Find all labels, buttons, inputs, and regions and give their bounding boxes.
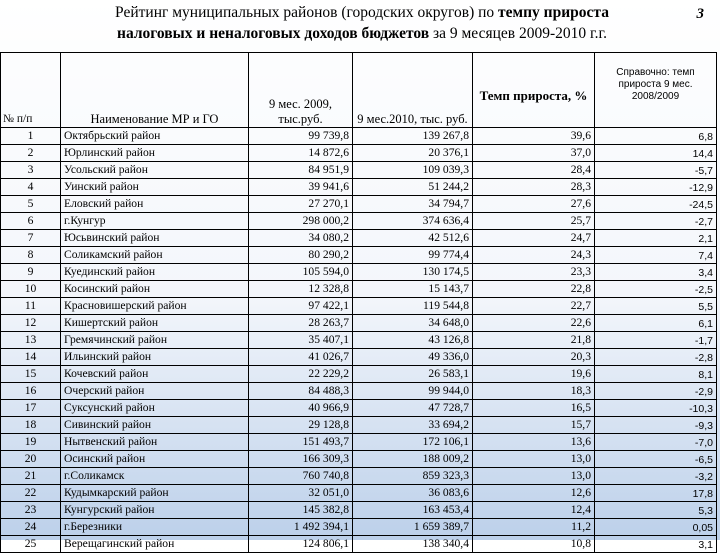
- cell-rate: 12,6: [473, 485, 595, 502]
- slide-title: [62, 2, 662, 44]
- cell-2009: 12 328,8: [249, 281, 353, 298]
- cell-rate: 18,3: [473, 383, 595, 400]
- cell-2009: 35 407,1: [249, 332, 353, 349]
- cell-reference: 0,05: [595, 519, 717, 536]
- cell-2010: 99 774,4: [353, 247, 473, 264]
- cell-rate: 24,7: [473, 230, 595, 247]
- cell-2009: 80 290,2: [249, 247, 353, 264]
- cell-2009: 28 263,7: [249, 315, 353, 332]
- cell-name: г.Березники: [61, 519, 249, 536]
- cell-name: Кочевский район: [61, 366, 249, 383]
- cell-num: 13: [1, 332, 61, 349]
- table-row: [1, 298, 717, 315]
- cell-rate: 28,3: [473, 179, 595, 196]
- cell-num: 20: [1, 451, 61, 468]
- table-row: [1, 247, 717, 264]
- cell-reference: -2,7: [595, 213, 717, 230]
- cell-name: Ильинский район: [61, 349, 249, 366]
- cell-num: 4: [1, 179, 61, 196]
- cell-rate: 37,0: [473, 145, 595, 162]
- cell-num: 19: [1, 434, 61, 451]
- cell-2009: 41 026,7: [249, 349, 353, 366]
- cell-num: 11: [1, 298, 61, 315]
- cell-name: Куединский район: [61, 264, 249, 281]
- cell-reference: -2,8: [595, 349, 717, 366]
- cell-2009: 27 270,1: [249, 196, 353, 213]
- cell-name: г.Кунгур: [61, 213, 249, 230]
- cell-name: Соликамский район: [61, 247, 249, 264]
- cell-num: 5: [1, 196, 61, 213]
- cell-rate: 22,8: [473, 281, 595, 298]
- cell-2009: 145 382,8: [249, 502, 353, 519]
- cell-reference: 6,1: [595, 315, 717, 332]
- cell-2010: 138 340,4: [353, 536, 473, 553]
- table-row: [1, 213, 717, 230]
- cell-reference: -2,9: [595, 383, 717, 400]
- cell-2009: 105 594,0: [249, 264, 353, 281]
- cell-name: Очерский район: [61, 383, 249, 400]
- cell-2009: 22 229,2: [249, 366, 353, 383]
- cell-2010: 15 143,7: [353, 281, 473, 298]
- cell-2010: 172 106,1: [353, 434, 473, 451]
- title-line1-bold: темпу прироста: [498, 4, 609, 21]
- table-row: [1, 434, 717, 451]
- cell-name: Усольский район: [61, 162, 249, 179]
- cell-name: Сивинский район: [61, 417, 249, 434]
- cell-rate: 11,2: [473, 519, 595, 536]
- cell-2009: 166 309,3: [249, 451, 353, 468]
- cell-num: 16: [1, 383, 61, 400]
- cell-2009: 14 872,6: [249, 145, 353, 162]
- table-row: [1, 264, 717, 281]
- cell-name: Красновишерский район: [61, 298, 249, 315]
- cell-num: 10: [1, 281, 61, 298]
- cell-reference: -24,5: [595, 196, 717, 213]
- cell-rate: 19,6: [473, 366, 595, 383]
- cell-num: 1: [1, 128, 61, 145]
- table-body: [1, 128, 717, 553]
- cell-2010: 34 794,7: [353, 196, 473, 213]
- cell-name: Осинский район: [61, 451, 249, 468]
- rating-table: [0, 52, 717, 553]
- cell-2010: 36 083,6: [353, 485, 473, 502]
- cell-2009: 124 806,1: [249, 536, 353, 553]
- cell-rate: 23,3: [473, 264, 595, 281]
- cell-2009: 97 422,1: [249, 298, 353, 315]
- cell-num: 17: [1, 400, 61, 417]
- table-row: [1, 162, 717, 179]
- cell-2009: 40 966,9: [249, 400, 353, 417]
- cell-reference: -9,3: [595, 417, 717, 434]
- page-number: 3: [696, 6, 704, 22]
- cell-2010: 51 244,2: [353, 179, 473, 196]
- cell-rate: 21,8: [473, 332, 595, 349]
- cell-2010: 1 659 389,7: [353, 519, 473, 536]
- cell-rate: 16,5: [473, 400, 595, 417]
- cell-reference: -7,0: [595, 434, 717, 451]
- table-row: [1, 485, 717, 502]
- cell-reference: 17,8: [595, 485, 717, 502]
- table-row: [1, 179, 717, 196]
- cell-name: Суксунский район: [61, 400, 249, 417]
- table-row: [1, 451, 717, 468]
- cell-rate: 28,4: [473, 162, 595, 179]
- cell-reference: -1,7: [595, 332, 717, 349]
- table-row: [1, 417, 717, 434]
- cell-name: Гремячинский район: [61, 332, 249, 349]
- cell-rate: 25,7: [473, 213, 595, 230]
- cell-rate: 22,7: [473, 298, 595, 315]
- cell-2009: 34 080,2: [249, 230, 353, 247]
- title-line1-plain: Рейтинг муниципальных районов (городских округов) по: [115, 4, 499, 21]
- cell-2009: 39 941,6: [249, 179, 353, 196]
- cell-2010: 374 636,4: [353, 213, 473, 230]
- cell-reference: -6,5: [595, 451, 717, 468]
- title-line2-plain: за 9 месяцев 2009-2010 г.г.: [429, 25, 607, 42]
- cell-rate: 20,3: [473, 349, 595, 366]
- cell-name: Кунгурский район: [61, 502, 249, 519]
- cell-2010: 188 009,2: [353, 451, 473, 468]
- header-name: Наименование МР и ГО: [61, 53, 249, 128]
- cell-2010: 49 336,0: [353, 349, 473, 366]
- cell-num: 22: [1, 485, 61, 502]
- cell-rate: 12,4: [473, 502, 595, 519]
- cell-name: Юрлинский район: [61, 145, 249, 162]
- cell-reference: -12,9: [595, 179, 717, 196]
- cell-reference: 7,4: [595, 247, 717, 264]
- cell-reference: -10,3: [595, 400, 717, 417]
- cell-rate: 27,6: [473, 196, 595, 213]
- table-header-row: [1, 53, 717, 128]
- cell-2010: 43 126,8: [353, 332, 473, 349]
- cell-2010: 34 648,0: [353, 315, 473, 332]
- cell-2010: 163 453,4: [353, 502, 473, 519]
- cell-reference: 3,4: [595, 264, 717, 281]
- cell-2009: 99 739,8: [249, 128, 353, 145]
- cell-2010: 119 544,8: [353, 298, 473, 315]
- cell-num: 21: [1, 468, 61, 485]
- table-row: [1, 145, 717, 162]
- cell-2010: 859 323,3: [353, 468, 473, 485]
- table-row: [1, 332, 717, 349]
- cell-reference: -5,7: [595, 162, 717, 179]
- cell-2009: 1 492 394,1: [249, 519, 353, 536]
- cell-rate: 22,6: [473, 315, 595, 332]
- table-row: [1, 281, 717, 298]
- table-row: [1, 400, 717, 417]
- cell-name: Верещагинский район: [61, 536, 249, 553]
- cell-num: 3: [1, 162, 61, 179]
- cell-reference: 2,1: [595, 230, 717, 247]
- table-row: [1, 502, 717, 519]
- header-2010: 9 мес.2010, тыс. руб.: [353, 53, 473, 128]
- cell-reference: 3,1: [595, 536, 717, 553]
- header-reference: Справочно: темп прироста 9 мес. 2008/2009: [595, 53, 717, 128]
- cell-2009: 298 000,2: [249, 213, 353, 230]
- cell-name: Уинский район: [61, 179, 249, 196]
- cell-num: 9: [1, 264, 61, 281]
- cell-rate: 13,6: [473, 434, 595, 451]
- cell-name: Еловский район: [61, 196, 249, 213]
- cell-num: 15: [1, 366, 61, 383]
- table-row: [1, 383, 717, 400]
- cell-rate: 13,0: [473, 468, 595, 485]
- cell-2009: 84 951,9: [249, 162, 353, 179]
- table-row: [1, 315, 717, 332]
- table-row: [1, 196, 717, 213]
- cell-name: Октябрьский район: [61, 128, 249, 145]
- cell-reference: 14,4: [595, 145, 717, 162]
- table-row: [1, 128, 717, 145]
- cell-num: 2: [1, 145, 61, 162]
- cell-name: г.Соликамск: [61, 468, 249, 485]
- cell-num: 12: [1, 315, 61, 332]
- table-row: [1, 536, 717, 553]
- cell-name: Кудымкарский район: [61, 485, 249, 502]
- cell-num: 7: [1, 230, 61, 247]
- table-row: [1, 366, 717, 383]
- cell-rate: 15,7: [473, 417, 595, 434]
- cell-name: Косинский район: [61, 281, 249, 298]
- cell-rate: 24,3: [473, 247, 595, 264]
- cell-num: 8: [1, 247, 61, 264]
- cell-reference: 6,8: [595, 128, 717, 145]
- cell-num: 18: [1, 417, 61, 434]
- cell-2009: 151 493,7: [249, 434, 353, 451]
- cell-name: Юсьвинский район: [61, 230, 249, 247]
- table-row: [1, 468, 717, 485]
- cell-name: Нытвенский район: [61, 434, 249, 451]
- cell-2010: 33 694,2: [353, 417, 473, 434]
- table-row: [1, 519, 717, 536]
- cell-reference: -3,2: [595, 468, 717, 485]
- cell-rate: 13,0: [473, 451, 595, 468]
- cell-rate: 10,8: [473, 536, 595, 553]
- cell-num: 14: [1, 349, 61, 366]
- cell-rate: 39,6: [473, 128, 595, 145]
- cell-reference: -2,5: [595, 281, 717, 298]
- cell-num: 23: [1, 502, 61, 519]
- cell-reference: 8,1: [595, 366, 717, 383]
- cell-num: 24: [1, 519, 61, 536]
- cell-2009: 29 128,8: [249, 417, 353, 434]
- cell-2010: 26 583,1: [353, 366, 473, 383]
- cell-2010: 42 512,6: [353, 230, 473, 247]
- cell-2010: 130 174,5: [353, 264, 473, 281]
- cell-2010: 99 944,0: [353, 383, 473, 400]
- cell-reference: 5,5: [595, 298, 717, 315]
- table-row: [1, 349, 717, 366]
- cell-num: 25: [1, 536, 61, 553]
- cell-2010: 47 728,7: [353, 400, 473, 417]
- cell-reference: 5,3: [595, 502, 717, 519]
- cell-2009: 84 488,3: [249, 383, 353, 400]
- cell-2009: 32 051,0: [249, 485, 353, 502]
- cell-num: 6: [1, 213, 61, 230]
- header-num: № п/п: [1, 53, 61, 128]
- cell-2010: 139 267,8: [353, 128, 473, 145]
- cell-2009: 760 740,8: [249, 468, 353, 485]
- title-line2-bold: налоговых и неналоговых доходов бюджетов: [117, 25, 430, 42]
- header-rate: Темп прироста, %: [473, 53, 595, 128]
- table-row: [1, 230, 717, 247]
- header-2009: 9 мес. 2009, тыс.руб.: [249, 53, 353, 128]
- cell-name: Кишертский район: [61, 315, 249, 332]
- cell-2010: 109 039,3: [353, 162, 473, 179]
- cell-2010: 20 376,1: [353, 145, 473, 162]
